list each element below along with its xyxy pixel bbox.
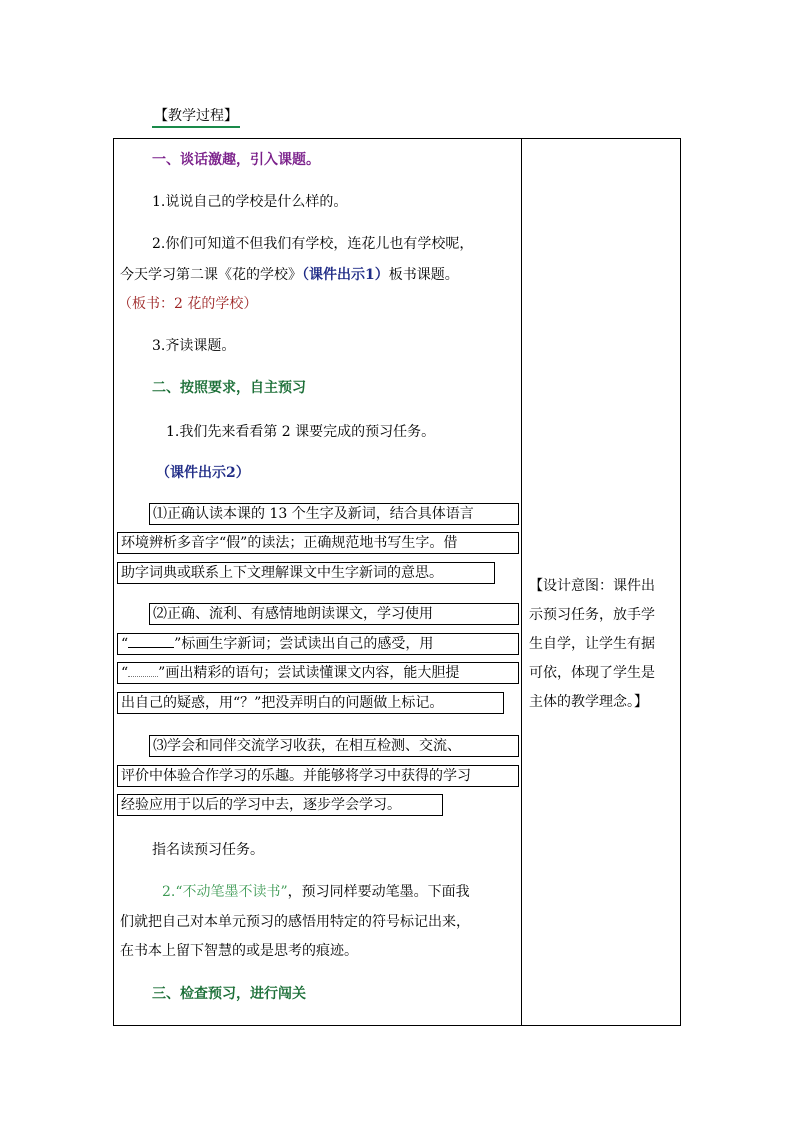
design-intent-line-2: 示预习任务，放手学	[529, 607, 655, 623]
task-3-line-3: 经验应用于以后的学习中去，逐步学会学习。	[121, 797, 401, 813]
task-3-box-2	[117, 765, 519, 787]
task-3-box	[149, 735, 519, 757]
section-2-title: 二、按照要求，自主预习	[152, 380, 306, 396]
design-intent-line-3: 生自学，让学生有据	[529, 636, 655, 652]
underline-blank	[128, 635, 174, 648]
step-3: 3.齐读课题。	[152, 338, 236, 354]
task-2-line-4: 出自己的疑惑，用“？”把没弄明白的问题做上标记。	[121, 695, 444, 711]
section-heading: 【教学过程】	[152, 105, 240, 128]
task-2-line-1: ⑵正确、流利、有感情地朗读课文，学习使用	[153, 606, 433, 622]
column-divider	[521, 139, 522, 1025]
task-1-line-1: ⑴正确认读本课的 13 个生字及新词，结合具体语言	[153, 506, 474, 522]
section-1-title: 一、谈话激趣，引入课题。	[152, 152, 320, 168]
step-1: 1.说说自己的学校是什么样的。	[152, 194, 348, 210]
design-intent-line-1: 【设计意图：课件出	[529, 578, 655, 594]
read-tasks: 指名读预习任务。	[152, 842, 264, 858]
task-2-box-4	[117, 692, 504, 714]
step-4-text: ，预习同样要动笔墨。下面我	[287, 884, 470, 900]
preview-intro: 1.我们先来看看第 2 课要完成的预习任务。	[166, 424, 436, 440]
quote-phrase: 2.“不动笔墨不读书”	[162, 884, 288, 900]
courseware-2-note: （课件出示2）	[156, 465, 250, 481]
design-intent-line-4: 可依，体现了学生是	[529, 665, 655, 681]
task-2-line-2: ”标画生字新词；尝试读出自己的感受，用	[174, 636, 434, 652]
task-1-box-3	[117, 562, 495, 584]
task-2-box	[149, 603, 519, 625]
quote-open-2: “	[121, 665, 129, 681]
task-1-box	[149, 503, 519, 525]
task-1-box-2	[117, 532, 519, 554]
step-2-text-end: 板书课题。	[388, 267, 459, 283]
step-4-line-1	[162, 881, 470, 901]
task-2-line-3: ”画出精彩的语句；尝试读懂课文内容，能大胆提	[158, 665, 460, 681]
step-4-line-3: 在书本上留下智慧的或是思考的痕迹。	[120, 943, 358, 959]
courseware-1-note: （课件出示1）	[302, 267, 389, 283]
design-intent-line-5: 主体的教学理念。】	[529, 694, 648, 710]
step-2-line-2	[120, 264, 459, 284]
step-2-line-1: 2.你们可知道不但我们有学校，连花儿也有学校呢，	[152, 236, 474, 252]
blackboard-note: （板书：2 花的学校）	[118, 296, 258, 312]
dotted-blank	[128, 664, 158, 677]
task-1-line-3: 助字词典或联系上下文理解课文中生字新词的意思。	[121, 565, 443, 581]
task-2-box-3	[117, 662, 519, 684]
task-2-box-2	[117, 633, 519, 655]
step-4-line-2: 们就把自己对本单元预习的感悟用特定的符号标记出来，	[120, 914, 470, 930]
step-2-text: 今天学习第二课《花的学校》	[120, 267, 302, 283]
task-1-line-2: 环境辨析多音字“假”的读法；正确规范地书写生字。借	[121, 535, 458, 551]
task-3-line-2: 评价中体验合作学习的乐趣。并能够将学习中获得的学习	[121, 768, 471, 784]
task-3-box-3	[117, 794, 443, 816]
section-3-title: 三、检查预习，进行闯关	[152, 986, 306, 1002]
quote-open: “	[121, 636, 129, 652]
task-3-line-1: ⑶学会和同伴交流学习收获，在相互检测、交流、	[153, 738, 461, 754]
